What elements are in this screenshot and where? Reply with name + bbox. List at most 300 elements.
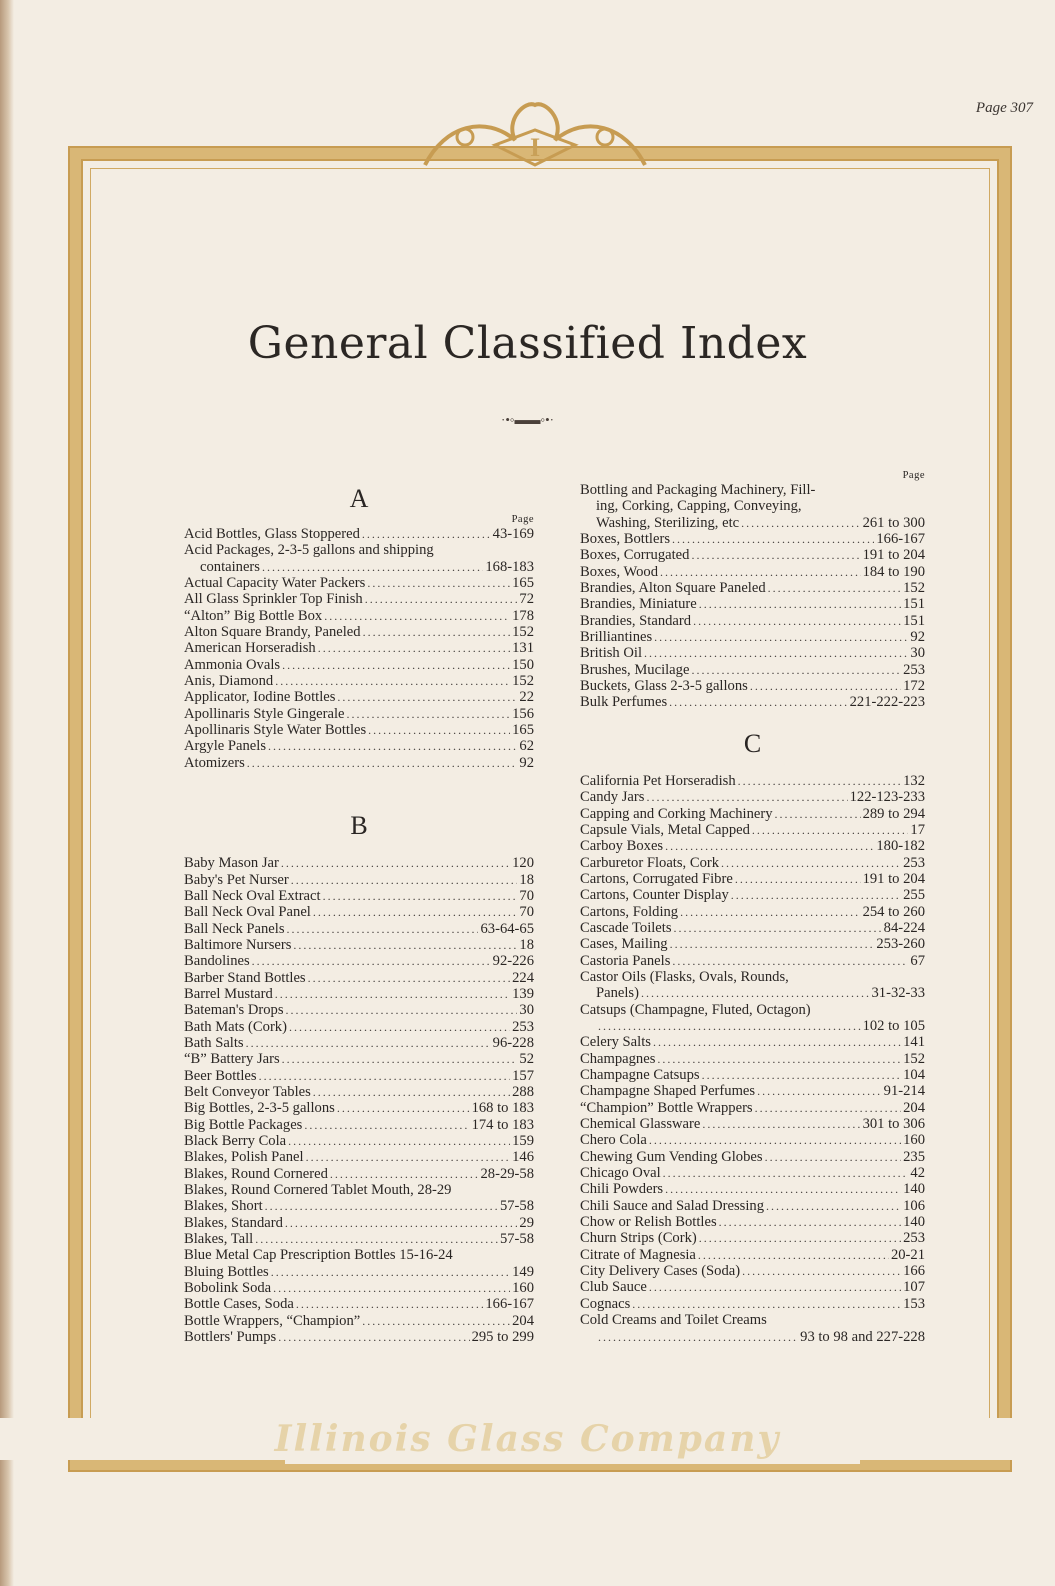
leader-dots [318,640,510,656]
leader-dots [271,1264,510,1280]
entry-name: Boxes, Wood [580,563,659,580]
entry-page: 63-64-65 [480,920,534,937]
index-entry [184,1247,534,1263]
index-entry [580,1279,925,1295]
leader-dots [363,624,511,640]
entry-page: 18 [519,936,534,953]
entry-name: Apollinaris Style Gingerale [184,705,345,722]
crest-letter: I [529,133,541,162]
section-letter-b: B [350,811,368,841]
right-column [580,470,925,1345]
index-entry [580,629,925,645]
index-entry [184,872,534,888]
entry-name: Buckets, Glass 2-3-5 gallons [580,678,748,695]
index-entry [580,1263,925,1279]
index-entry [184,1166,534,1182]
index-entry [580,1312,925,1328]
index-entry [580,1230,925,1246]
entry-name: Black Berry Cola [184,1133,287,1149]
entry-name: Chow or Relish Bottles [580,1214,717,1231]
entry-name: Castor Oils (Flasks, Ovals, Rounds, [580,968,789,985]
leader-dots [738,773,901,789]
index-entry [184,640,534,656]
entry-page: 57-58 [499,1231,534,1248]
section-letter-c: C [743,728,762,758]
leader-dots [289,1019,510,1035]
entry-name: Champagne Shaped Perfumes [580,1083,756,1100]
entry-name: Actual Capacity Water Packers [184,575,366,592]
entry-page: 106 [903,1197,925,1214]
index-entry [184,1019,534,1035]
entry-page: 152 [903,1050,925,1067]
index-entry [580,822,925,838]
entry-name: Brandies, Standard [580,612,692,629]
index-entry [580,678,925,694]
leader-dots [670,936,875,952]
index-entry [184,722,534,738]
entry-page: 160 [903,1132,925,1149]
entry-name: California Pet Horseradish [580,772,736,789]
entry-name: Blue Metal Cap Prescription Bottles 15-16-24 [184,1247,453,1264]
entry-page: 152 [512,624,534,641]
index-entry [184,986,534,1002]
entry-name: Castoria Panels [580,952,671,969]
entry-name: Big Bottle Packages [184,1116,303,1133]
index-entry [184,591,534,607]
entry-page: 288 [512,1083,534,1100]
entry-page: 42 [910,1165,925,1182]
index-entry [184,608,534,624]
section-b-continued-entries [580,482,925,711]
entry-page: 156 [512,705,534,722]
entry-page: 139 [512,985,534,1002]
leader-dots [768,580,901,596]
entry-page: 261 to 300 [862,514,925,531]
entry-page: 204 [512,1312,534,1329]
index-entry [580,1296,925,1312]
entry-name: Brandies, Miniature [580,596,697,613]
index-entry [580,1247,925,1263]
index-entry [184,526,534,542]
index-entry [580,1329,925,1345]
entry-name: Ammonia Ovals [184,656,281,673]
entry-page: 93 to 98 and 227-228 [800,1328,925,1345]
entry-page: 166-167 [876,531,925,548]
leader-dots [765,1149,902,1165]
entry-page: 295 to 299 [471,1329,534,1346]
entry-page: 191 to 204 [862,870,925,887]
index-entry [184,1084,534,1100]
leader-dots [347,706,511,722]
index-entry [184,1117,534,1133]
leader-dots [259,1068,511,1084]
leader-dots [275,986,510,1002]
entry-page: 31-32-33 [871,985,925,1002]
entry-page: 140 [903,1214,925,1231]
entry-page: 43-169 [492,526,534,542]
entry-name: Applicator, Iodine Bottles [184,689,336,706]
index-entry [580,773,925,789]
leader-dots [699,596,901,612]
entry-page: 91-214 [883,1083,925,1100]
entry-name: Bandolines [184,953,250,970]
index-entry [580,1116,925,1132]
leader-dots [304,1117,469,1133]
entry-name: Blakes, Tall [184,1231,254,1248]
index-entry [184,673,534,689]
entry-page: 301 to 306 [862,1116,925,1133]
entry-page: 92-226 [492,953,534,970]
entry-page: 166 [903,1263,925,1280]
leader-dots [719,1214,901,1230]
section-letter-a: A [349,484,369,513]
leader-dots [665,838,874,854]
index-entry [184,1182,534,1198]
entry-page: 153 [903,1295,925,1312]
leader-dots [653,1034,901,1050]
leader-dots [672,953,908,969]
leader-dots [337,689,517,705]
leader-dots [654,629,908,645]
entry-name: Ball Neck Oval Extract [184,887,321,904]
index-entry [184,575,534,591]
entry-name: Barrel Mustard [184,985,273,1002]
entry-name: Club Sauce [580,1279,647,1296]
index-entry [184,706,534,722]
entry-name: Cartons, Counter Display [580,887,729,904]
entry-name: Bobolink Soda [184,1280,272,1297]
index-entry [580,871,925,887]
index-entry [184,738,534,754]
leader-dots [246,1035,491,1051]
page-number: Page 307 [975,100,1033,116]
index-entry [580,1165,925,1181]
entry-page: 20-21 [890,1246,925,1263]
entry-page: 253 [903,661,925,678]
leader-dots [291,872,518,888]
index-entry [580,1002,925,1018]
entry-page: 168 to 183 [471,1100,534,1117]
leader-dots [663,1165,909,1181]
leader-dots [657,1051,901,1067]
entry-page: 152 [903,580,925,597]
leader-dots [598,1018,861,1034]
entry-page: 160 [512,1280,534,1297]
entry-name: Atomizers [184,754,245,771]
entry-page: 150 [512,656,534,673]
entry-name: Anis, Diamond [184,673,274,690]
entry-page: 165 [512,722,534,739]
leader-dots [646,789,847,805]
entry-name: Cases, Mailing [580,936,668,953]
index-entry [184,970,534,986]
entry-name: Brandies, Alton Square Paneled [580,580,766,597]
leader-dots [735,871,861,887]
index-entry [184,1280,534,1296]
entry-page: 174 to 183 [471,1116,534,1133]
index-entry [580,596,925,612]
entry-name: Chili Powders [580,1181,664,1198]
index-entry [580,985,925,1001]
index-entry [580,806,925,822]
index-entry [580,580,925,596]
leader-dots [247,755,518,771]
entry-name: Cartons, Folding [580,903,679,920]
leader-dots [672,531,874,547]
entry-name: Boxes, Corrugated [580,547,690,564]
entry-name: Panels) [596,985,639,1002]
index-entry [184,1198,534,1214]
entry-name: Blakes, Standard [184,1214,283,1231]
entry-name: Baltimore Nursers [184,936,292,953]
entry-page: 72 [519,591,534,608]
page-column-heading-right: Page [902,470,925,481]
leader-dots [691,547,860,563]
leader-dots [702,1116,860,1132]
index-entry [580,498,925,514]
index-entry [184,1068,534,1084]
entry-page: 253 [903,854,925,871]
left-column [184,484,534,1345]
entry-page: 165 [512,575,534,592]
leader-dots [362,1313,510,1329]
entry-page: 152 [512,673,534,690]
leader-dots [313,1084,510,1100]
leader-dots [766,1198,901,1214]
entry-page: 166-167 [485,1296,534,1313]
entry-name: Bottle Cases, Soda [184,1296,294,1313]
index-entry [580,838,925,854]
entry-page: 22 [519,689,534,706]
leader-dots [674,920,882,936]
entry-page: 184 to 190 [862,563,925,580]
entry-page: 141 [903,1034,925,1051]
leader-dots [742,1263,901,1279]
entry-page: 84-224 [883,919,925,936]
leader-dots [731,887,901,903]
index-entry [580,515,925,531]
leader-dots [741,515,860,531]
entry-name: Bulk Perfumes [580,694,668,711]
entry-page: 122-123-233 [849,789,925,806]
leader-dots [255,1231,498,1247]
leader-dots [287,921,479,937]
leader-dots [252,953,491,969]
entry-page: 191 to 204 [862,547,925,564]
entry-name: Big Bottles, 2-3-5 gallons [184,1100,335,1117]
leader-dots [775,806,861,822]
entry-page: 70 [519,887,534,904]
entry-name: Ball Neck Panels [184,920,285,937]
index-entry [184,1002,534,1018]
entry-name: Apollinaris Style Water Bottles [184,722,367,739]
index-entry [580,1181,925,1197]
leader-dots [337,1100,470,1116]
entry-name: Acid Bottles, Glass Stoppered [184,526,360,542]
index-entry [184,657,534,673]
index-entry [184,1100,534,1116]
index-entry [184,542,534,558]
index-entry [184,1035,534,1051]
leader-dots [757,1083,882,1099]
index-entry [580,920,925,936]
index-entry [580,1067,925,1083]
leader-dots [721,855,901,871]
leader-dots [281,855,510,871]
leader-dots [273,1280,510,1296]
entry-name: Alton Square Brandy, Paneled [184,624,361,641]
index-entry [580,1034,925,1050]
leader-dots [293,937,517,953]
leader-dots [268,738,517,754]
leader-dots [306,1149,511,1165]
entry-name: Bottlers' Pumps [184,1329,277,1346]
entry-page: 253 [903,1230,925,1247]
entry-name: Blakes, Round Cornered Tablet Mouth, 28-29 [184,1182,452,1199]
leader-dots [665,1181,901,1197]
entry-page: 151 [903,596,925,613]
entry-page: 140 [903,1181,925,1198]
entry-name: Barber Stand Bottles [184,969,306,986]
index-entry [580,1214,925,1230]
entry-name: Chewing Gum Vending Globes [580,1148,763,1165]
crest-ornament [405,95,665,185]
index-entry [580,1051,925,1067]
book-spine-edge [0,0,14,1586]
entry-page: 253-260 [876,936,925,953]
leader-dots [282,1051,518,1067]
entry-page: 67 [910,952,925,969]
leader-dots [278,1329,469,1345]
entry-page: 102 to 105 [862,1017,925,1034]
index-entry [580,969,925,985]
index-entry [580,855,925,871]
entry-page: 255 [903,887,925,904]
entry-name: Argyle Panels [184,738,267,755]
leader-dots [362,526,491,542]
entry-page: 159 [512,1133,534,1149]
entry-name: Bateman's Drops [184,1002,284,1019]
entry-name: Beer Bottles [184,1067,257,1084]
index-entry [580,1018,925,1034]
entry-name: ing, Corking, Capping, Conveying, [596,498,802,515]
section-a-entries [184,526,534,771]
entry-page: 253 [512,1018,534,1035]
leader-dots [282,657,510,673]
leader-dots [265,1198,498,1214]
entry-page: 180-182 [876,838,925,855]
index-entry [580,789,925,805]
index-entry [184,855,534,871]
entry-page: 178 [512,607,534,624]
leader-dots [660,564,861,580]
index-entry [580,645,925,661]
index-entry [580,613,925,629]
index-entry [580,531,925,547]
leader-dots [285,1215,518,1231]
entry-name: Champagnes [580,1050,656,1067]
entry-name: Ball Neck Oval Panel [184,904,311,921]
index-entry [184,1296,534,1312]
leader-dots [641,985,870,1001]
leader-dots [691,662,901,678]
entry-name: “Champion” Bottle Wrappers [580,1099,753,1116]
leader-dots [262,559,483,575]
entry-name: Champagne Catsups [580,1067,700,1083]
entry-name: Chili Sauce and Salad Dressing [580,1197,765,1214]
entry-name: Celery Salts [580,1034,651,1051]
entry-name: Catsups (Champagne, Fluted, Octagon) [580,1001,811,1018]
entry-page: 224 [512,969,534,986]
entry-name: “Alton” Big Bottle Box [184,607,323,624]
index-entry [580,1149,925,1165]
company-footer: Illinois Glass Company [0,1418,1055,1460]
leader-dots [702,1067,902,1083]
entry-name: Chicago Oval [580,1165,661,1182]
entry-name: Boxes, Bottlers [580,531,670,548]
index-entry [184,1231,534,1247]
index-entry [184,624,534,640]
leader-dots [367,575,510,591]
entry-page: 28-29-58 [480,1165,534,1182]
index-entry [580,482,925,498]
page-column-heading: Page [511,514,534,525]
entry-page: 131 [512,640,534,657]
index-entry [184,1149,534,1165]
entry-page: 221-222-223 [849,694,925,711]
entry-name: Churn Strips (Cork) [580,1230,697,1247]
index-entry [580,1083,925,1099]
entry-name: Bottle Wrappers, “Champion” [184,1312,361,1329]
index-entry [184,921,534,937]
leader-dots [632,1296,901,1312]
leader-dots [324,608,510,624]
index-entry [580,936,925,952]
entry-name: Cold Creams and Toilet Creams [580,1312,767,1329]
entry-page: 17 [910,821,925,838]
entry-page: 57-58 [499,1198,534,1215]
leader-dots [308,970,511,986]
index-entry [184,953,534,969]
entry-name: All Glass Sprinkler Top Finish [184,591,363,608]
entry-name: Baby's Pet Nurser [184,871,289,888]
entry-page: 146 [512,1149,534,1166]
entry-name: Blakes, Short [184,1198,263,1215]
entry-name: Brilliantines [580,629,653,646]
index-entry [184,755,534,771]
leader-dots [323,888,518,904]
entry-page: 168-183 [485,558,534,575]
index-entry [184,888,534,904]
entry-name: Candy Jars [580,789,645,806]
index-entry [580,694,925,710]
entry-name: Carburetor Floats, Cork [580,854,720,871]
entry-name: Capsule Vials, Metal Capped [580,821,750,838]
index-entry [184,559,534,575]
index-entry [580,904,925,920]
section-c-entries [580,773,925,1345]
entry-page: 70 [519,904,534,921]
entry-page: 92 [910,629,925,646]
entry-name: Baby Mason Jar [184,855,279,872]
entry-name: Carboy Boxes [580,838,664,855]
section-b-entries [184,855,534,1345]
entry-page: 52 [519,1051,534,1068]
entry-name: Brushes, Mucilage [580,661,690,678]
entry-name: containers [200,558,260,575]
index-entry [184,1215,534,1231]
leader-dots [286,1002,518,1018]
